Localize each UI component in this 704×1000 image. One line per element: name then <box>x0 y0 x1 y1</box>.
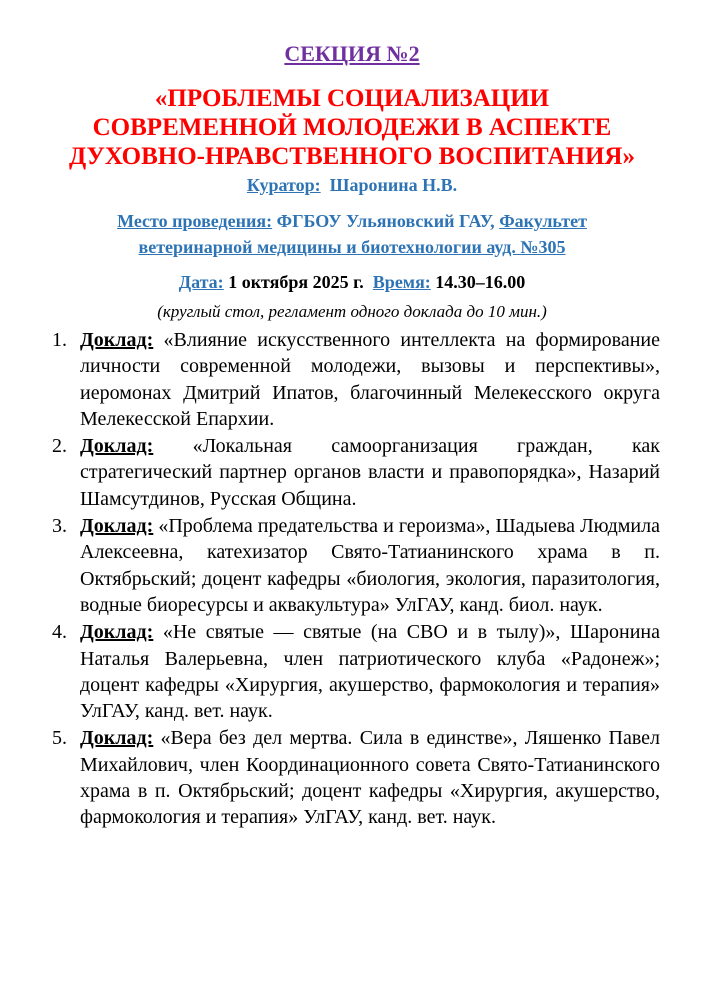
report-text: «Влияние искусственного интеллекта на формирование личности современной молодежи, вызовы и перспективы», иеромонах Дмитрий Ипатов, благочинный Мелекесского округа Мелекесской Епархии. <box>80 329 660 430</box>
report-number: 5. <box>52 727 67 750</box>
report-number: 2. <box>52 435 67 458</box>
report-label: Доклад: <box>80 727 154 750</box>
report-text: «Проблема предательства и героизма», Шадыева Людмила Алексеевна, катехизатор Свято-Татианинского храма в п. Октябрьский; доцент кафедры «биология, экология, паразитология, водные биоресурсы и аквакультура» УлГАУ, канд. биол. наук. <box>80 515 660 616</box>
venue-org: ФГБОУ Ульяновский ГАУ, <box>276 211 495 231</box>
topic-line-3: ДУХОВНО-НРАВСТВЕННОГО ВОСПИТАНИЯ» <box>69 143 635 170</box>
section-title: СЕКЦИЯ №2 <box>284 41 420 66</box>
report-number: 1. <box>52 329 67 351</box>
report-text: «Локальная самоорганизация граждан, как стратегический партнер органов власти и правопорядка», Назарий Шамсутдинов, Русская Община. <box>80 435 660 510</box>
venue-faculty-line1: Факультет <box>499 211 587 231</box>
curator-label: Куратор: <box>246 175 321 195</box>
report-label: Доклад: <box>80 515 154 538</box>
date-label: Дата: <box>178 272 224 292</box>
report-text: «Вера без дел мертва. Сила в единстве», Ляшенко Павел Михайлович, член Координационного совета Свято-Татианинского храма в п. Октябрьский; доцент кафедры «Хирургия, акушерство, фармокология и терапия» УлГАУ, канд. вет. наук. <box>80 727 661 829</box>
venue-line-2 <box>0 236 704 259</box>
time-value: 14.30–16.00 <box>435 272 526 292</box>
topic-line-2: СОВРЕМЕННОЙ МОЛОДЕЖИ В АСПЕКТЕ <box>92 114 612 141</box>
topic-title <box>0 84 704 171</box>
venue-line-1 <box>0 210 704 233</box>
schedule-line <box>0 271 704 294</box>
curator-line <box>0 174 704 197</box>
report-item-2 <box>52 433 660 512</box>
time-label: Время: <box>372 272 431 292</box>
venue-label: Место проведения: <box>117 211 273 231</box>
date-value: 1 октября 2025 г. <box>228 272 364 292</box>
report-item-4 <box>52 619 660 724</box>
report-label: Доклад: <box>80 435 154 458</box>
format-note: (круглый стол, регламент одного доклада до 10 мин.) <box>157 302 547 321</box>
report-label: Доклад: <box>80 621 154 644</box>
curator-value: Шаронина Н.В. <box>329 175 458 195</box>
report-number: 4. <box>52 621 67 644</box>
reports-list <box>52 327 660 832</box>
report-text: «Не святые — святые (на СВО и в тылу)», Шаронина Наталья Валерьевна, член патриотического клуба «Радонеж»; доцент кафедры «Хирургия, акушерство, фармокология и терапия» УлГАУ, канд. вет. наук. <box>80 621 661 723</box>
report-item-1 <box>52 327 660 432</box>
report-item-3 <box>52 513 660 618</box>
report-item-5 <box>52 725 660 830</box>
report-number: 3. <box>52 515 67 538</box>
topic-line-1: «ПРОБЛЕМЫ СОЦИАЛИЗАЦИИ <box>154 85 550 112</box>
venue-faculty-line2: ветеринарной медицины и биотехнологии ауд. №305 <box>138 237 566 257</box>
report-label: Доклад: <box>80 329 154 351</box>
